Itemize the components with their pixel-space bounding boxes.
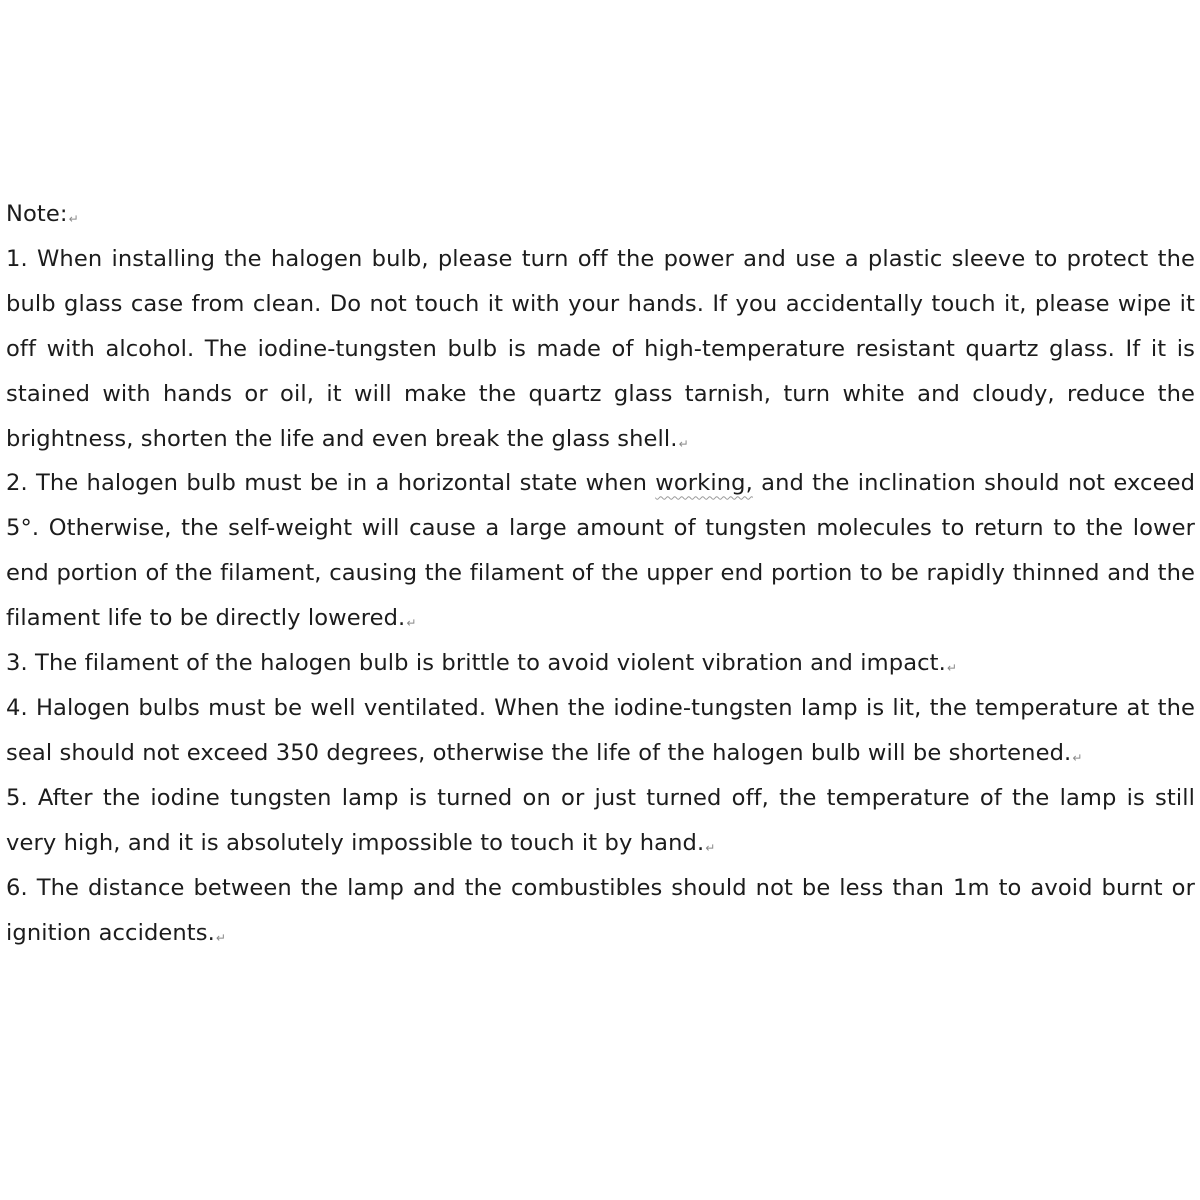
paragraph-mark-icon: ↵ <box>946 661 958 676</box>
paragraph-mark-icon: ↵ <box>68 212 79 226</box>
paragraph-mark-icon: ↵ <box>215 930 227 945</box>
note-item-text: 3. The filament of the halogen bulb is brittle to avoid violent vibration and impact. <box>6 650 946 677</box>
note-heading-text: Note: <box>6 201 68 227</box>
note-item-text: 4. Halogen bulbs must be well ventilated. When the iodine-tungsten lamp is lit, the temperature at the seal should not exceed 350 degrees, otherwise the life of the halogen bulb will be shortened. <box>6 694 1195 766</box>
note-item-1 <box>6 237 1195 462</box>
document-body <box>6 192 1195 955</box>
paragraph-mark-icon: ↵ <box>678 436 689 451</box>
note-item-4 <box>6 686 1195 776</box>
note-item-text: 5. After the iodine tungsten lamp is turned on or just turned off, the temperature of the lamp is still very high, and it is absolutely impossible to touch it by hand. <box>6 784 1195 856</box>
note-item-text-start: 2. The halogen bulb must be in a horizontal state when <box>6 470 656 497</box>
note-item-5 <box>6 776 1195 866</box>
note-item-text: 6. The distance between the lamp and the combustibles should not be less than 1m to avoid burnt or ignition accidents. <box>6 874 1195 946</box>
paragraph-mark-icon: ↵ <box>705 840 716 855</box>
note-item-3 <box>6 641 1195 686</box>
paragraph-mark-icon: ↵ <box>1072 750 1083 765</box>
note-item-text-end: and the inclination should not exceed 5°. Otherwise, the self-weight will cause a large amount of tungsten molecules to return to the lower end portion of the filament, causing the filament of the upper end portion to be rapidly thinned and the filament life to be directly lowered. <box>6 470 1196 632</box>
spellcheck-flagged-word[interactable]: working, <box>655 470 753 497</box>
paragraph-mark-icon: ↵ <box>406 616 417 631</box>
note-item-6 <box>6 866 1195 956</box>
note-heading <box>6 192 1195 237</box>
note-item-text: 1. When installing the halogen bulb, please turn off the power and use a plastic sleeve to protect the bulb glass case from clean. Do not touch it with your hands. If you accidentally touch it, please wipe it off with alcohol. The iodine-tungsten bulb is made of high-temperature resistant quartz glass. If it is stained with hands or oil, it will make the quartz glass tarnish, turn white and cloudy, reduce the brightness, shorten the life and even break the glass shell. <box>6 245 1195 452</box>
note-item-2 <box>6 461 1195 641</box>
